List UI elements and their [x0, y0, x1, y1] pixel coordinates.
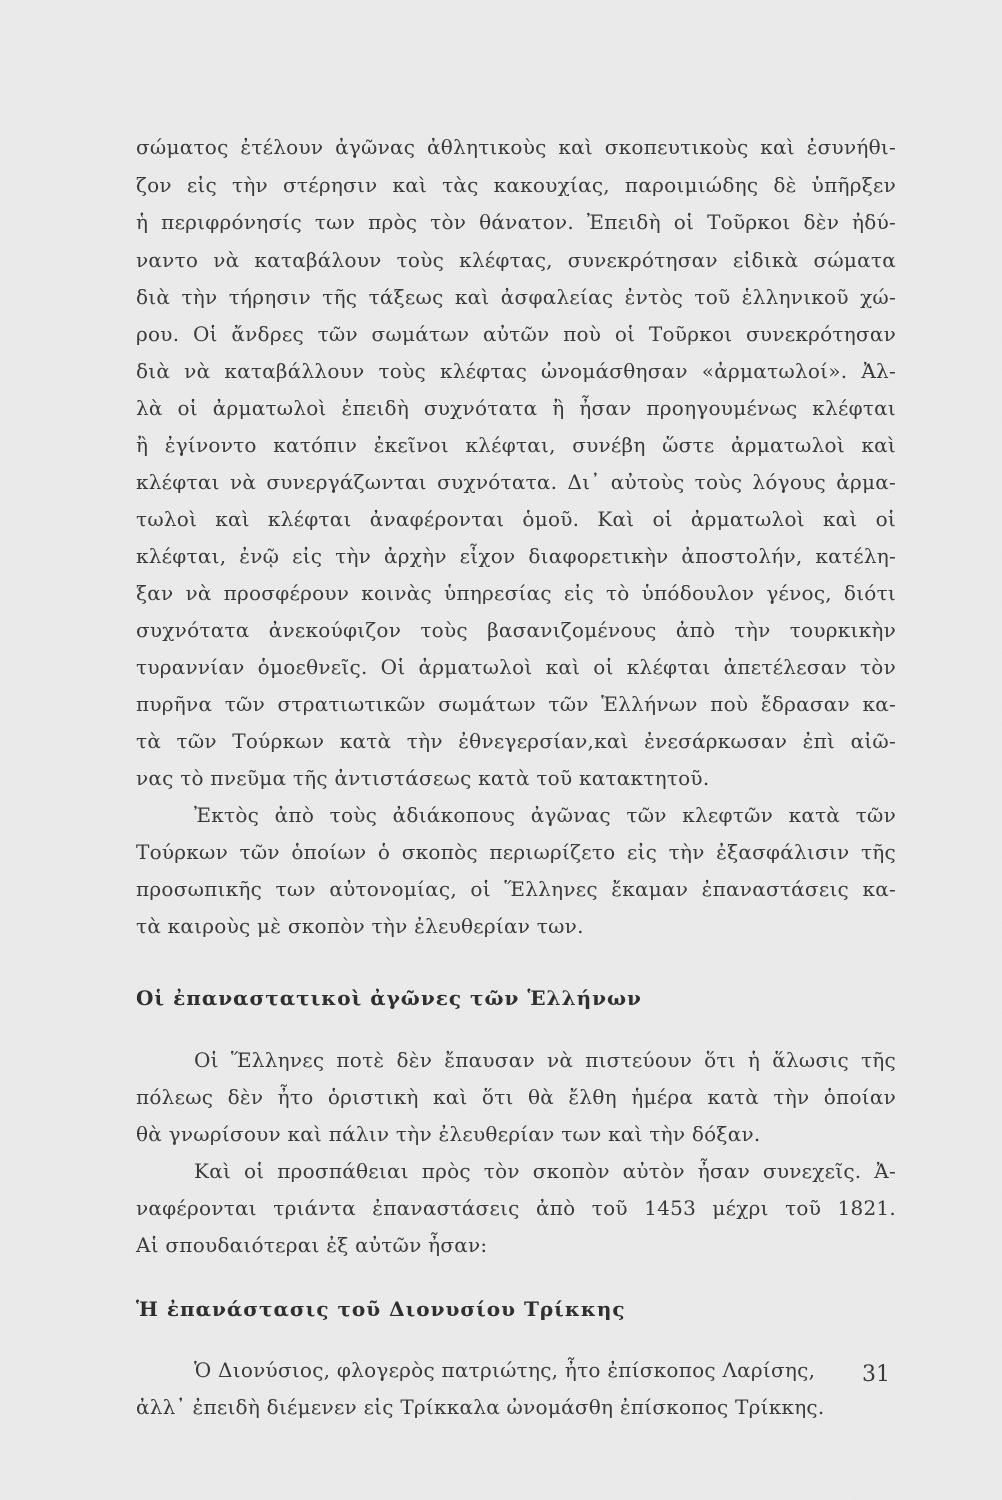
page-number: 31	[862, 1362, 890, 1387]
text-line: πυρῆνα τῶν στρατιωτικῶν σωμάτων τῶν Ἑλλήνων ποὺ ἔδρασαν κα-	[136, 692, 896, 716]
text-line: ἡ περιφρόνησίς των πρὸς τὸν θάνατον. Ἐπειδὴ οἱ Τοῦρκοι δὲν ἠδύ-	[136, 210, 896, 234]
text-line: ἢ ἐγίνοντο κατόπιν ἐκεῖνοι κλέφται, συνέβη ὥστε ἀρματωλοὶ καὶ	[136, 433, 896, 457]
text-line: θὰ γνωρίσουν καὶ πάλιν τὴν ἐλευθερίαν των καὶ τὴν δόξαν.	[136, 1122, 761, 1146]
text-line: ξαν νὰ προσφέρουν κοινὰς ὑπηρεσίας εἰς τὸ ὑπόδουλον γένος, διότι	[136, 581, 896, 605]
text-line: λὰ οἱ ἀρματωλοὶ ἐπειδὴ συχνότατα ἢ ἦσαν προηγουμένως κλέφται	[136, 396, 896, 420]
text-line: πόλεως δὲν ἦτο ὁριστικὴ καὶ ὅτι θὰ ἔλθη ἡμέρα κατὰ τὴν ὁποίαν	[136, 1085, 896, 1109]
section-heading: Οἱ ἐπαναστατικοὶ ἀγῶνες τῶν Ἑλλήνων	[136, 986, 642, 1010]
text-line: κλέφται νὰ συνεργάζωνται συχνότατα. Δι᾽ αὐτοὺς τοὺς λόγους ἀρμα-	[136, 470, 896, 494]
text-line: ναφέρονται τριάντα ἐπαναστάσεις ἀπὸ τοῦ 1453 μέχρι τοῦ 1821.	[136, 1196, 896, 1220]
text-line: ρου. Οἱ ἄνδρες τῶν σωμάτων αὐτῶν ποὺ οἱ Τοῦρκοι συνεκρότησαν	[136, 322, 896, 346]
text-line: διὰ νὰ καταβάλλουν τοὺς κλέφτας ὠνομάσθησαν «ἀρματωλοί». Ἀλ-	[136, 359, 896, 383]
text-line: Ἐκτὸς ἀπὸ τοὺς ἀδιάκοπους ἀγῶνας τῶν κλεφτῶν κατὰ τῶν	[194, 803, 896, 827]
text-line: ναντο νὰ καταβάλουν τοὺς κλέφτας, συνεκρότησαν εἰδικὰ σώματα	[136, 248, 896, 272]
text-line: ζον εἰς τὴν στέρησιν καὶ τὰς κακουχίας, παροιμιώδης δὲ ὑπῆρξεν	[136, 173, 896, 197]
subsection-heading: Ἡ ἐπανάστασις τοῦ Διονυσίου Τρίκκης	[136, 1297, 626, 1321]
text-line: συχνότατα ἀνεκούφιζον τοὺς βασανιζομένους ἀπὸ τὴν τουρκικὴν	[136, 618, 896, 642]
text-line: Τούρκων τῶν ὁποίων ὁ σκοπὸς περιωρίζετο εἰς τὴν ἐξασφάλισιν τῆς	[136, 840, 896, 864]
text-line: ἀλλ᾽ ἐπειδὴ διέμενεν εἰς Τρίκκαλα ὠνομάσθη ἐπίσκοπος Τρίκκης.	[136, 1395, 825, 1419]
text-line: νας τὸ πνεῦμα τῆς ἀντιστάσεως κατὰ τοῦ κατακτητοῦ.	[136, 766, 710, 790]
text-line: διὰ τὴν τήρησιν τῆς τάξεως καὶ ἀσφαλείας ἐντὸς τοῦ ἑλληνικοῦ χώ-	[136, 285, 896, 309]
text-line: τὰ καιροὺς μὲ σκοπὸν τὴν ἐλευθερίαν των.	[136, 914, 584, 938]
text-line: τυραννίαν ὁμοεθνεῖς. Οἱ ἀρματωλοὶ καὶ οἱ κλέφται ἀπετέλεσαν τὸν	[136, 655, 896, 679]
text-line: τωλοὶ καὶ κλέφται ἀναφέρονται ὁμοῦ. Καὶ οἱ ἀρματωλοὶ καὶ οἱ	[136, 507, 896, 531]
text-line: σώματος ἐτέλουν ἀγῶνας ἀθλητικοὺς καὶ σκοπευτικοὺς καὶ ἐσυνήθι-	[136, 135, 896, 159]
text-line: Οἱ Ἕλληνες ποτὲ δὲν ἔπαυσαν νὰ πιστεύουν ὅτι ἡ ἅλωσις τῆς	[194, 1048, 896, 1072]
text-line: προσωπικῆς των αὐτονομίας, οἱ Ἕλληνες ἔκαμαν ἐπαναστάσεις κα-	[136, 877, 896, 901]
text-line: Καὶ οἱ προσπάθειαι πρὸς τὸν σκοπὸν αὐτὸν ἦσαν συνεχεῖς. Ἀ-	[194, 1159, 896, 1183]
text-line: κλέφται, ἐνῷ εἰς τὴν ἀρχὴν εἶχον διαφορετικὴν ἀποστολήν, κατέλη-	[136, 544, 896, 568]
text-line: τὰ τῶν Τούρκων κατὰ τὴν ἐθνεγερσίαν,καὶ ἐνεσάρκωσαν ἐπὶ αἰῶ-	[136, 729, 896, 753]
text-line: Ὁ Διονύσιος, φλογερὸς πατριώτης, ἦτο ἐπίσκοπος Λαρίσης,	[194, 1358, 816, 1382]
text-line: Αἱ σπουδαιότεραι ἐξ αὐτῶν ἦσαν:	[136, 1233, 488, 1257]
